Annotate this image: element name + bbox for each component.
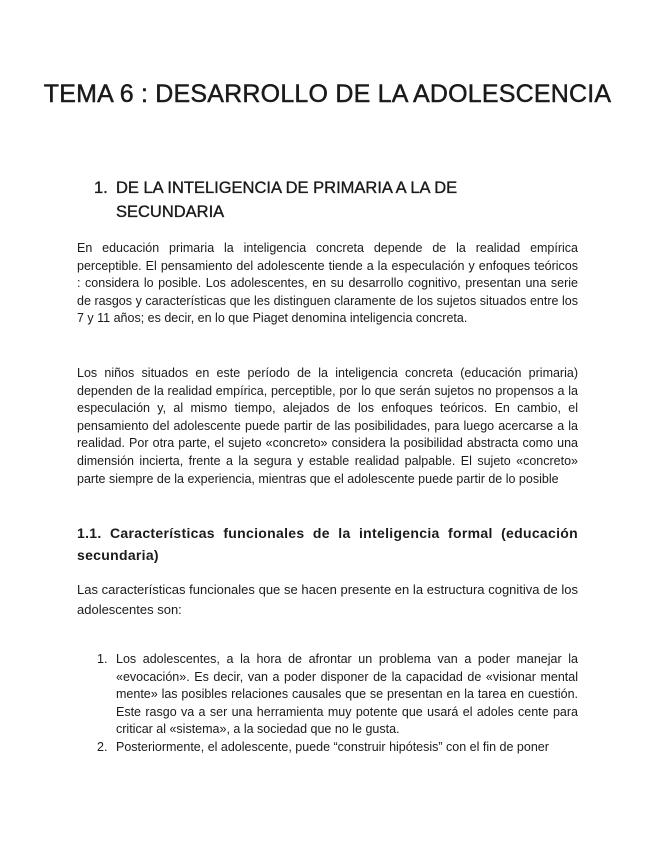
list-item: [77, 739, 578, 757]
document-title: TEMA 6 : DESARROLLO DE LA ADOLESCENCIA: [43, 80, 612, 108]
section-number: 1.: [94, 179, 108, 197]
list-marker: 2.: [97, 739, 108, 754]
list-item-text: Posteriormente, el adolescente, puede “construir hipótesis” con el fin de poner: [116, 739, 549, 754]
list-marker: 1.: [97, 652, 108, 666]
characteristics-list: [77, 651, 578, 757]
paragraph-2: Los niños situados en este período de la inteligencia concreta (educación primaria) dependen de la realidad empírica, perceptible, por lo que serán sujetos no propensos a la especulación y, al mismo tiempo, alejados de los enfoques teóricos. En cambio, el pensamiento del adolescente puede partir de las posibilidades, para luego acercarse a la realidad. Por otra parte, el sujeto «concreto» considera la posibilidad abstracta como una dimensión incierta, frente a la segura y estable realidad palpable. El sujeto «concreto» parte siempre de la experiencia, mientras que el adolescente puede partir de lo posible: [77, 366, 578, 486]
paragraph-1: En educación primaria la inteligencia concreta depende de la realidad empírica perceptible. El pensamiento del adolescente tiende a la especulación y enfoques teóricos : considera lo posible. Los adolescentes, en su desarrollo cognitivo, presentan una serie de rasgos y características que les distinguen claramente de los sujetos situados entre los 7 y 11 años; es decir, en lo que Piaget denomina inteligencia concreta.: [77, 241, 578, 326]
list-item-text: Los adolescentes, a la hora de afrontar un problema van a poder manejar la «evocación». Es decir, van a poder disponer de la capacidad de «visionar mental mente» las posibles relaciones causales que se presentan en la tarea en cuestión. Este rasgo va a ser una herramienta muy potente que usará el adoles cente para criticar al «sistema», a la sociedad que no le gusta.: [116, 652, 578, 737]
list-item: [77, 651, 578, 739]
section-heading-1: [96, 176, 516, 224]
subsection-intro: Las características funcionales que se hacen presente en la estructura cognitiva de los adolescentes son:: [77, 582, 578, 617]
subsection-heading-1-1: 1.1. Características funcionales de la inteligencia formal (educación secundaria): [77, 525, 578, 563]
section-heading-text: DE LA INTELIGENCIA DE PRIMARIA A LA DE SECUNDARIA: [116, 179, 458, 221]
